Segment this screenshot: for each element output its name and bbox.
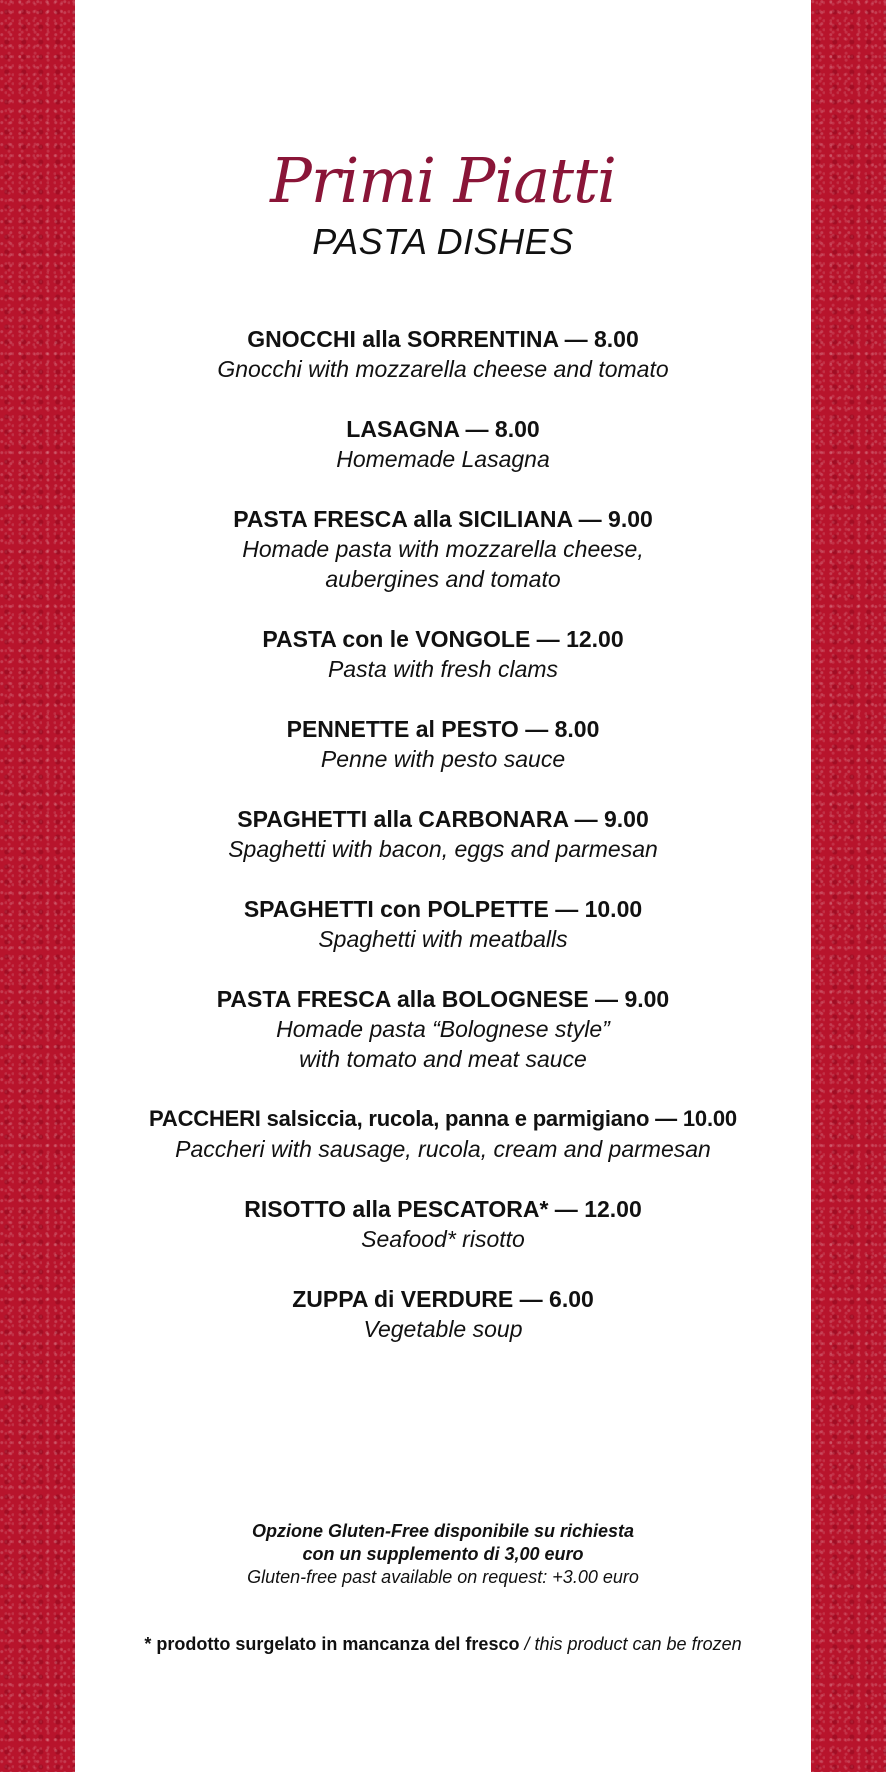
menu-item-description: Homade pasta “Bolognese style” (276, 1016, 610, 1042)
menu-item-name: ZUPPA di VERDURE — 6.00 (292, 1286, 594, 1312)
menu-item (75, 1104, 811, 1164)
menu-item-name: PASTA FRESCA alla SICILIANA — 9.00 (233, 506, 653, 532)
menu-item-description: Seafood* risotto (361, 1226, 525, 1252)
menu-item-name: SPAGHETTI alla CARBONARA — 9.00 (237, 806, 649, 832)
left-decorative-border (0, 0, 75, 1772)
menu-item-description: with tomato and meat sauce (299, 1046, 587, 1072)
menu-item-name: LASAGNA — 8.00 (346, 416, 540, 442)
menu-item (75, 984, 811, 1074)
menu-item-description: Homade pasta with mozzarella cheese, (242, 536, 644, 562)
menu-item-name: RISOTTO alla PESCATORA* — 12.00 (244, 1196, 642, 1222)
menu-item-description: Spaghetti with meatballs (318, 926, 568, 952)
frozen-note-english: / this product can be frozen (519, 1634, 742, 1654)
menu-item (75, 894, 811, 954)
gluten-free-line-english: Gluten-free past available on request: +3.00 euro (247, 1567, 639, 1587)
menu-subtitle: PASTA DISHES (312, 221, 574, 262)
menu-item (75, 624, 811, 684)
menu-item (75, 1284, 811, 1344)
menu-item-name: GNOCCHI alla SORRENTINA — 8.00 (247, 326, 639, 352)
menu-item-description: Vegetable soup (363, 1316, 523, 1342)
gluten-free-note (75, 1520, 811, 1589)
menu-item (75, 804, 811, 864)
menu-page (75, 0, 811, 1772)
menu-item (75, 414, 811, 474)
menu-item-name: SPAGHETTI con POLPETTE — 10.00 (243, 896, 643, 922)
menu-item-description: Paccheri with sausage, rucola, cream and parmesan (175, 1136, 711, 1162)
menu-item-name: PACCHERI salsiccia, rucola, panna e parmigiano — 10.00 (149, 1106, 737, 1131)
menu-item (75, 504, 811, 594)
menu-item-description: Penne with pesto sauce (320, 746, 566, 772)
menu-item-description: Pasta with fresh clams (327, 656, 559, 682)
menu-item-description: Spaghetti with bacon, eggs and parmesan (228, 836, 658, 862)
menu-item-name: PASTA con le VONGOLE — 12.00 (262, 626, 624, 652)
menu-item-description: Homemade Lasagna (336, 446, 550, 472)
menu-item (75, 1194, 811, 1254)
menu-item (75, 714, 811, 774)
menu-item-description: aubergines and tomato (325, 566, 561, 592)
menu-title: Primi Piatti (270, 144, 616, 217)
right-decorative-border (811, 0, 886, 1772)
menu-item-name: PENNETTE al PESTO — 8.00 (286, 716, 600, 742)
gluten-free-line-italian-2: con un supplemento di 3,00 euro (302, 1544, 584, 1564)
menu-item-description: Gnocchi with mozzarella cheese and tomato (217, 356, 669, 382)
menu-item (75, 324, 811, 384)
gluten-free-line-italian-1: Opzione Gluten-Free disponibile su richiesta (251, 1521, 635, 1541)
frozen-note-italian: * prodotto surgelato in mancanza del fresco (144, 1634, 520, 1654)
frozen-product-note (75, 1632, 811, 1656)
menu-item-name: PASTA FRESCA alla BOLOGNESE — 9.00 (216, 986, 670, 1012)
